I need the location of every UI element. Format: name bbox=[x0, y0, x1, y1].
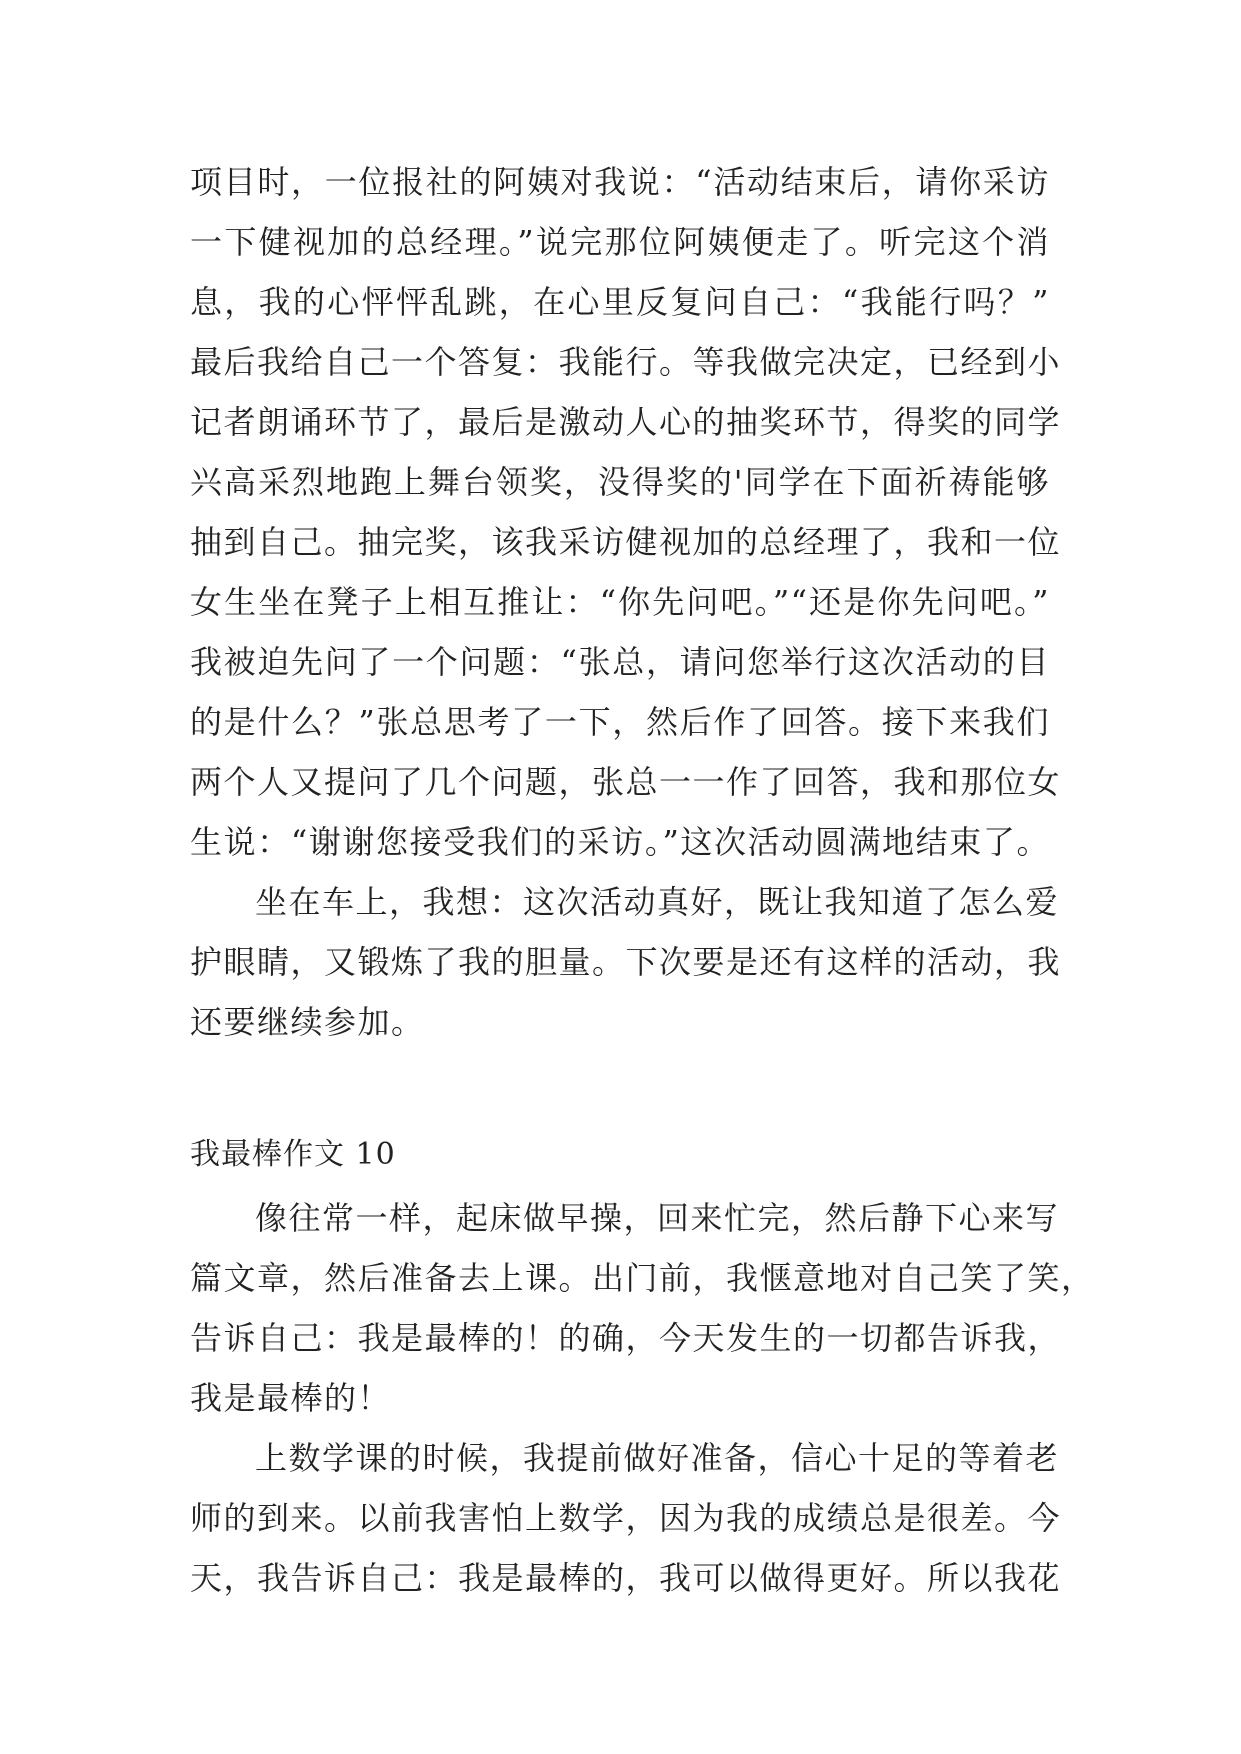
paragraph-line: 抽到自己。抽完奖，该我采访健视加的总经理了，我和一位 bbox=[190, 523, 1062, 561]
paragraph-line: 兴高采烈地跑上舞台领奖，没得奖的'同学在下面祈祷能够 bbox=[190, 463, 1050, 501]
essay-title: 我最棒作文 10 bbox=[190, 1137, 396, 1172]
paragraph-line: 师的到来。以前我害怕上数学，因为我的成绩总是很差。今 bbox=[190, 1499, 1062, 1537]
paragraph-line: 生说：“谢谢您接受我们的采访。”这次活动圆满地结束了。 bbox=[190, 823, 1050, 861]
paragraph-line: 天，我告诉自己：我是最棒的，我可以做得更好。所以我花 bbox=[190, 1559, 1062, 1597]
paragraph-line: 的是什么？”张总思考了一下，然后作了回答。接下来我们 bbox=[190, 703, 1050, 741]
paragraph-line: 最后我给自己一个答复：我能行。等我做完决定，已经到小 bbox=[190, 343, 1062, 381]
paragraph-line: 坐在车上，我想：这次活动真好，既让我知道了怎么爱 bbox=[255, 883, 1060, 921]
paragraph-line: 记者朗诵环节了，最后是激动人心的抽奖环节，得奖的同学 bbox=[190, 403, 1062, 441]
paragraph-line: 项目时，一位报社的阿姨对我说：“活动结束后，请你采访 bbox=[190, 163, 1050, 201]
paragraph-line: 还要继续参加。 bbox=[190, 1003, 425, 1041]
paragraph-line: 护眼睛，又锻炼了我的胆量。下次要是还有这样的活动，我 bbox=[190, 943, 1062, 981]
paragraph-line: 我被迫先问了一个问题：“张总，请问您举行这次活动的目 bbox=[190, 643, 1050, 681]
paragraph-line: 两个人又提问了几个问题，张总一一作了回答，我和那位女 bbox=[190, 763, 1062, 801]
paragraph-line: 像往常一样，起床做早操，回来忙完，然后静下心来写 bbox=[255, 1199, 1060, 1237]
paragraph-line: 篇文章，然后准备去上课。出门前，我惬意地对自己笑了笑， bbox=[190, 1259, 1095, 1297]
paragraph-line: 上数学课的时候，我提前做好准备，信心十足的等着老 bbox=[255, 1439, 1060, 1477]
paragraph-line: 一下健视加的总经理。”说完那位阿姨便走了。听完这个消 bbox=[190, 223, 1050, 261]
paragraph-line: 告诉自己：我是最棒的！的确，今天发生的一切都告诉我， bbox=[190, 1319, 1062, 1357]
paragraph-line: 女生坐在凳子上相互推让：“你先问吧。”“还是你先问吧。” bbox=[190, 583, 1050, 621]
paragraph-line: 我是最棒的！ bbox=[190, 1379, 392, 1417]
paragraph-line: 息，我的心怦怦乱跳，在心里反复问自己：“我能行吗？” bbox=[190, 283, 1050, 321]
